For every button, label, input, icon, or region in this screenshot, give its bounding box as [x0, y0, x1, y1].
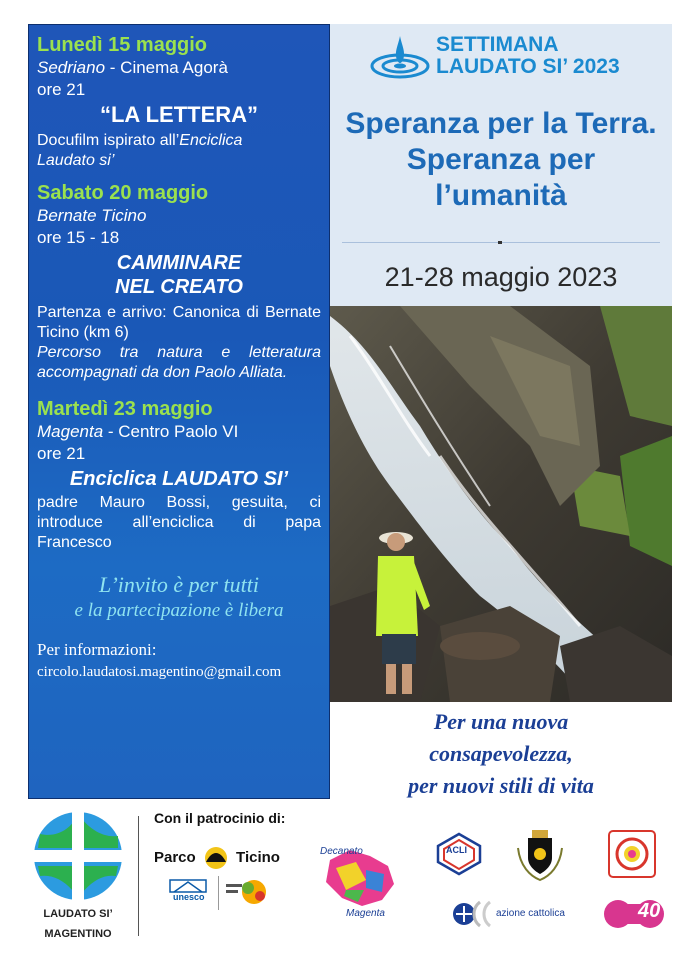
main-logo-text [28, 904, 128, 944]
event-dates: 21-28 maggio 2023 [384, 262, 618, 292]
events-panel [28, 24, 330, 799]
event-description: Partenza e arrivo: Canonica di Bernate Ticino (km 6) [37, 304, 321, 341]
patronage-label: Con il patrocinio di: [154, 810, 286, 826]
event-description-2: Percorso tra natura e letteratura accompagnati da don Paolo Alliata. [37, 344, 321, 381]
event-day: Martedì 23 maggio [37, 398, 213, 420]
event-title: Enciclica LAUDATO SI’ [69, 468, 289, 490]
headline-line1: Speranza per la Terra. [345, 107, 657, 140]
event-time: ore 21 [37, 444, 86, 463]
waterfall-photo [330, 306, 672, 702]
event-desc-text: Docufilm ispirato all’ [37, 132, 180, 149]
decanato-label: Decanato [320, 846, 363, 857]
series-line1: SETTIMANA [436, 33, 559, 56]
headline-line3: l’umanità [435, 179, 567, 212]
magenta-label: Magenta [346, 908, 385, 919]
headline-line2: Speranza per [406, 143, 596, 176]
ticino-text: Ticino [236, 848, 280, 866]
event-time: ore 21 [37, 80, 86, 99]
info-block [37, 639, 321, 683]
event-venue: - Cinema Agorà [105, 58, 228, 77]
info-label: Per informazioni: [37, 640, 157, 659]
water-drop-icon [370, 34, 430, 84]
event-2 [37, 181, 321, 383]
slogan-line3: per nuovi stili di vita [408, 773, 594, 798]
divider [138, 816, 139, 936]
slogan [330, 706, 672, 802]
event-desc-italic-2: Laudato si’ [37, 152, 115, 169]
header-panel [330, 24, 672, 306]
municipal-crest-icon [514, 828, 566, 882]
info-email[interactable]: circolo.laudatosi.magentino@gmail.com [37, 664, 282, 680]
event-city: Bernate Ticino [37, 206, 147, 225]
sponsors-footer [28, 808, 672, 948]
slogan-line2: consapevolezza, [429, 741, 573, 766]
event-city: Sedriano [37, 58, 106, 77]
parco-text: Parco [154, 848, 196, 866]
parco-ticino-icon [200, 846, 232, 870]
event-description: padre Mauro Bossi, gesuita, ci introduce all’enciclica di papa Francesco [37, 494, 321, 551]
headline [330, 106, 672, 214]
event-1 [37, 33, 321, 171]
invite-line2: e la partecipazione è libera [74, 600, 284, 621]
main-logo-line1: LAUDATO SI’ [43, 908, 113, 920]
event-place [37, 421, 321, 443]
event-desc-italic: Enciclica [179, 132, 243, 149]
event-title-line2: NEL CREATO [115, 276, 243, 298]
divider-dot [498, 241, 502, 244]
parco-ticino-logo [154, 846, 280, 870]
event-title: “LA LETTERA” [99, 102, 259, 127]
globe-icon [28, 808, 128, 904]
event-place [37, 57, 321, 79]
event-time: ore 15 - 18 [37, 228, 120, 247]
azione-cattolica-label: azione cattolica [496, 908, 565, 919]
event-day: Lunedì 15 maggio [37, 34, 208, 56]
divider [218, 876, 219, 910]
laudato-si-magentino-logo [28, 808, 128, 938]
radio-40-label: 40 [638, 900, 661, 922]
event-day: Sabato 20 maggio [37, 182, 209, 204]
association-circle-logo [608, 830, 656, 878]
invite-block [37, 571, 321, 623]
event-venue: - Centro Paolo VI [103, 422, 239, 441]
event-series-title [436, 34, 620, 78]
event-city: Magenta [37, 422, 104, 441]
biosphere-icon [224, 874, 278, 910]
acli-label: ACLI [446, 845, 467, 855]
event-3 [37, 397, 321, 553]
main-logo-line2: MAGENTINO [44, 928, 112, 940]
unesco-label: unesco [173, 892, 205, 902]
invite-line1: L’invito è per tutti [99, 572, 259, 597]
slogan-line1: Per una nuova [433, 709, 569, 734]
series-line2: LAUDATO SI’ 2023 [436, 55, 620, 78]
event-description [37, 131, 321, 171]
event-title-line1: CAMMINARE [116, 252, 242, 274]
